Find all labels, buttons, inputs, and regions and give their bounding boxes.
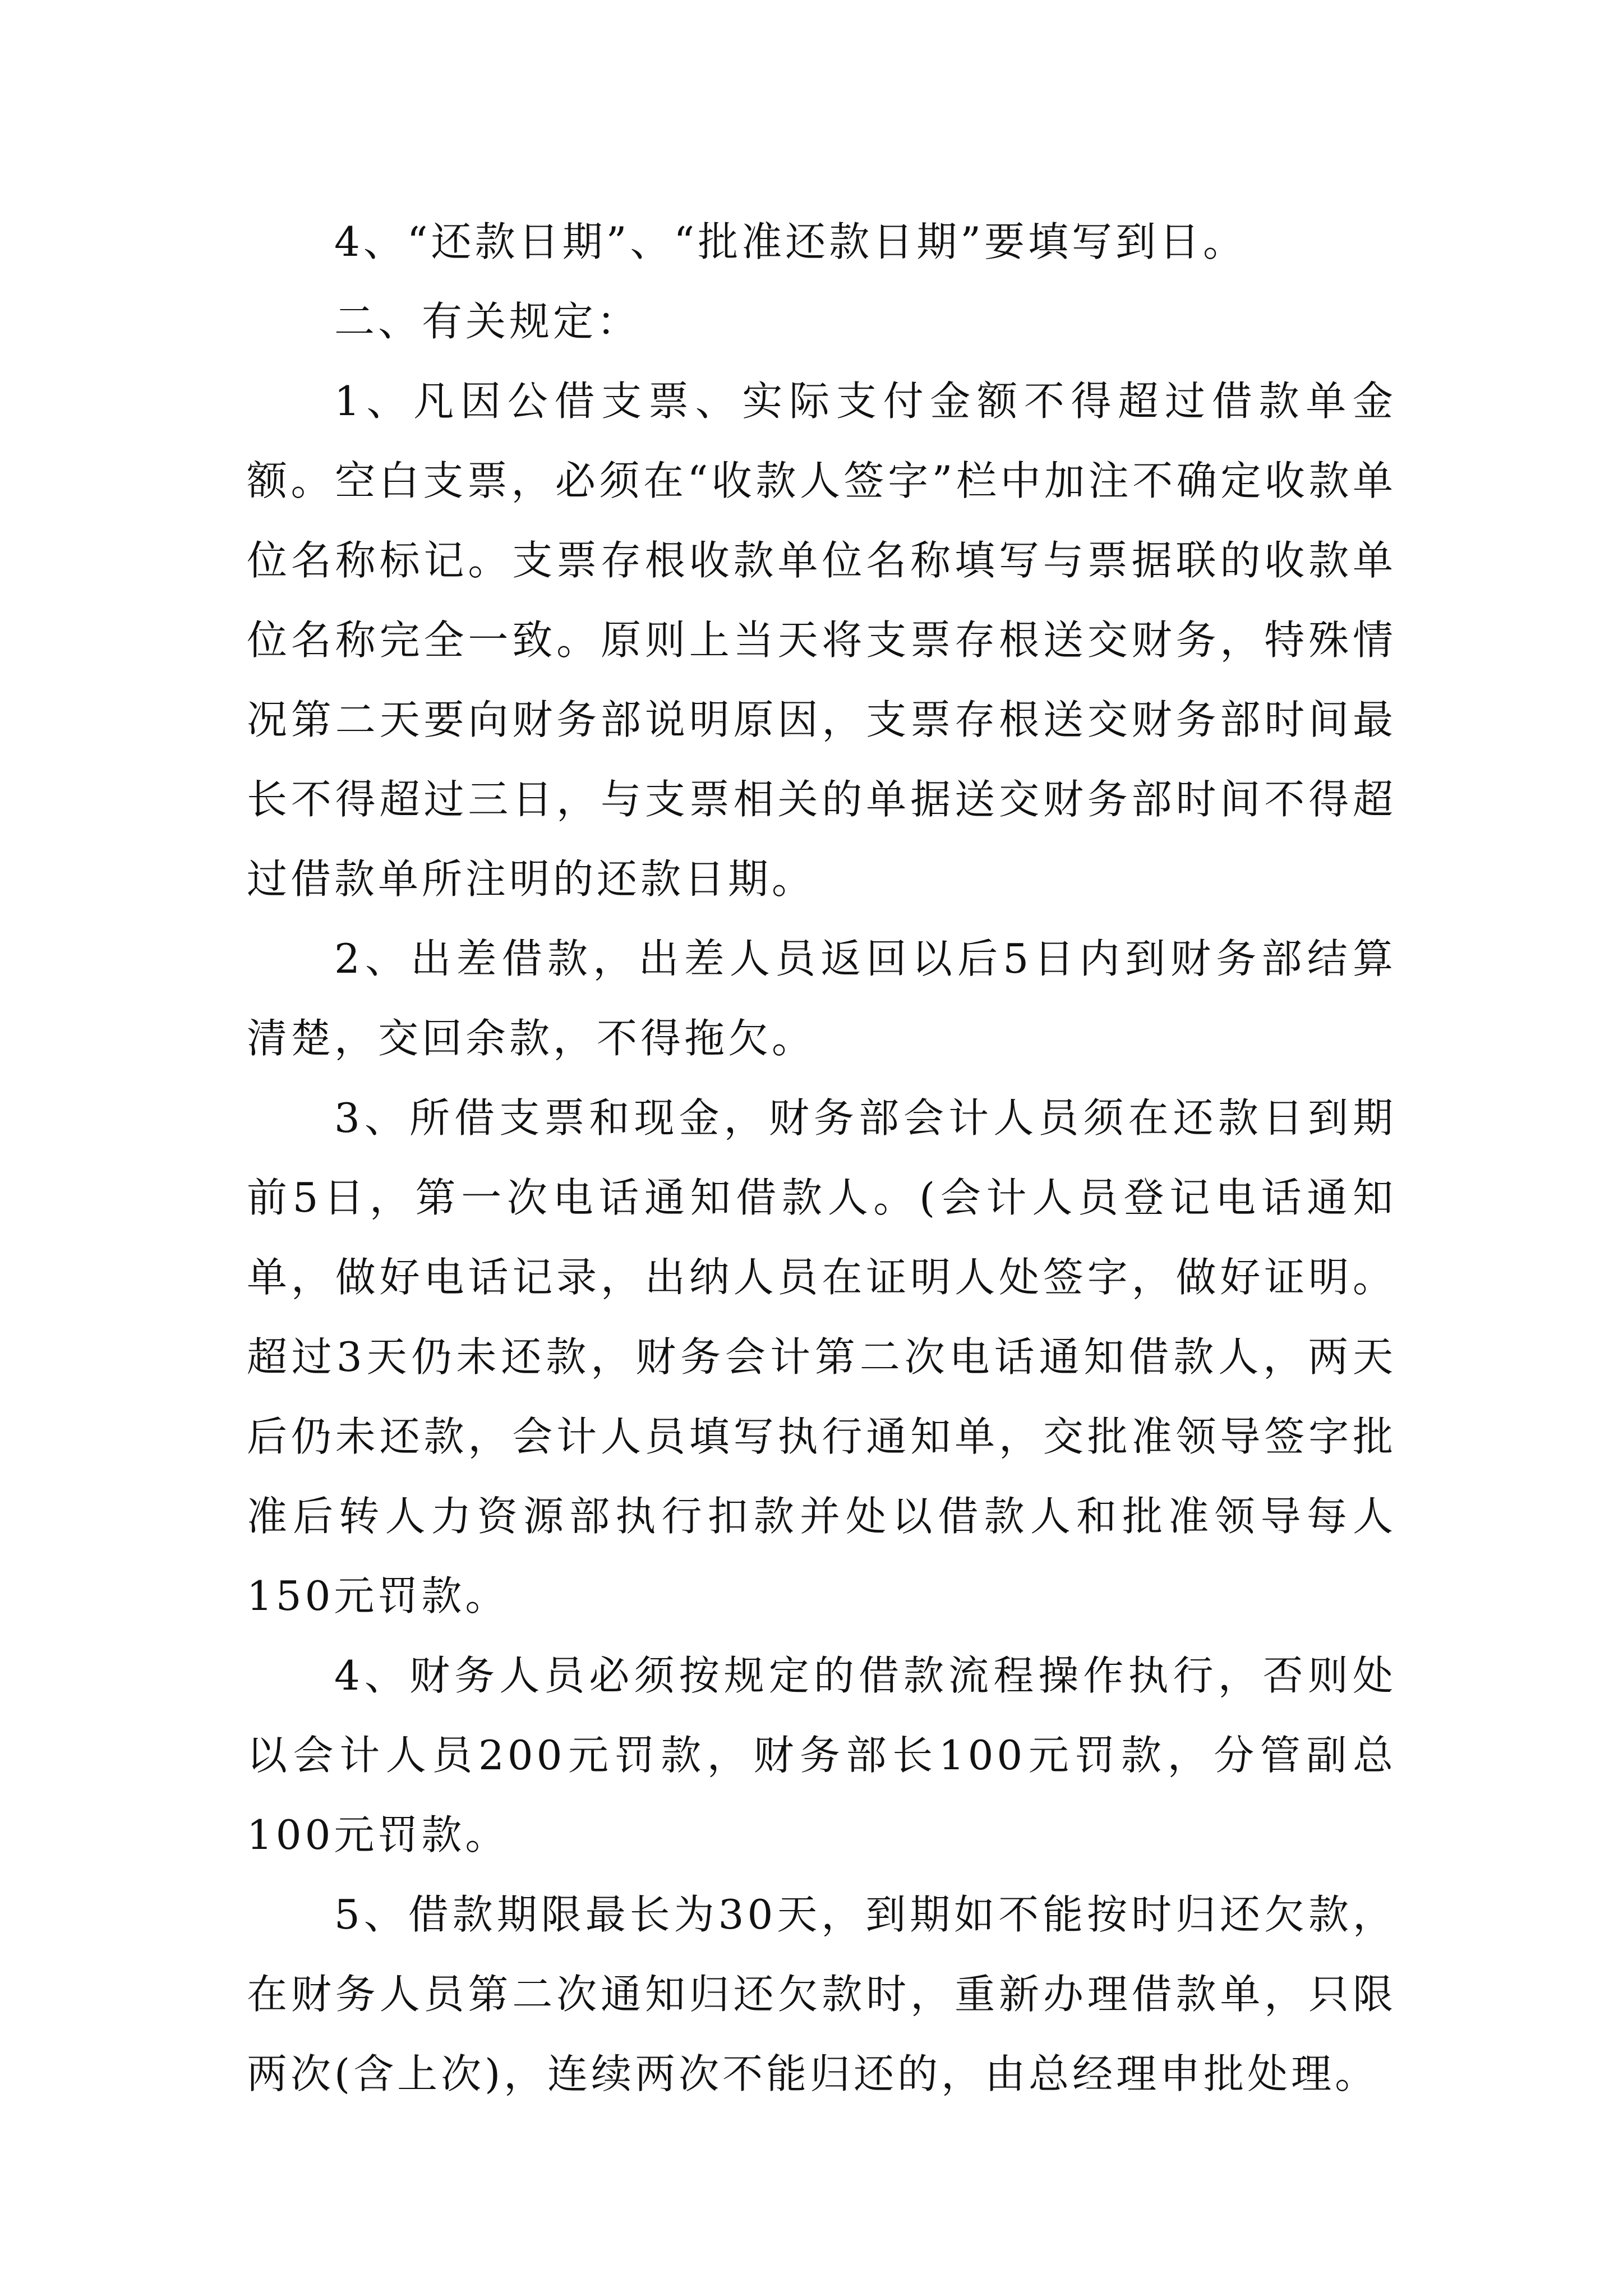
section-heading-regulations: 二、有关规定：	[334, 298, 641, 345]
paragraph-rule-3: 3、所借支票和现金，财务部会计人员须在还款日到期前5日，第一次电话通知借款人。(会计人员登记电话通知单，做好电话记录，出纳人员在证明人处签字，做好证明。超过3天仍未还款，财务会计第二次电话通知借款人，两天后仍未还款，会计人员填写执行通知单，交批准领导签字批准后转人力资源部执行扣款并处以借款人和批准领导每人150元罚款。	[247, 1094, 1396, 1619]
document-body	[247, 202, 1396, 2114]
paragraph-item-4-date: 4、“还款日期”、“批准还款日期”要填写到日。	[334, 218, 1247, 265]
paragraph-rule-5: 5、借款期限最长为30天，到期如不能按时归还欠款，在财务人员第二次通知归还欠款时，重新办理借款单，只限两次(含上次)，连续两次不能归还的，由总经理申批处理。	[247, 1891, 1396, 2097]
paragraph-rule-1: 1、凡因公借支票、实际支付金额不得超过借款单金额。空白支票，必须在“收款人签字”栏中加注不确定收款单位名称标记。支票存根收款单位名称填写与票据联的收款单位名称完全一致。原则上当天将支票存根送交财务，特殊情况第二天要向财务部说明原因，支票存根送交财务部时间最长不得超过三日，与支票相关的单据送交财务部时间不得超过借款单所注明的还款日期。	[247, 378, 1396, 903]
paragraph-rule-2: 2、出差借款，出差人员返回以后5日内到财务部结算清楚，交回余款，不得拖欠。	[247, 935, 1396, 1062]
paragraph-rule-4: 4、财务人员必须按规定的借款流程操作执行，否则处以会计人员200元罚款，财务部长100元罚款，分管副总100元罚款。	[247, 1652, 1396, 1858]
